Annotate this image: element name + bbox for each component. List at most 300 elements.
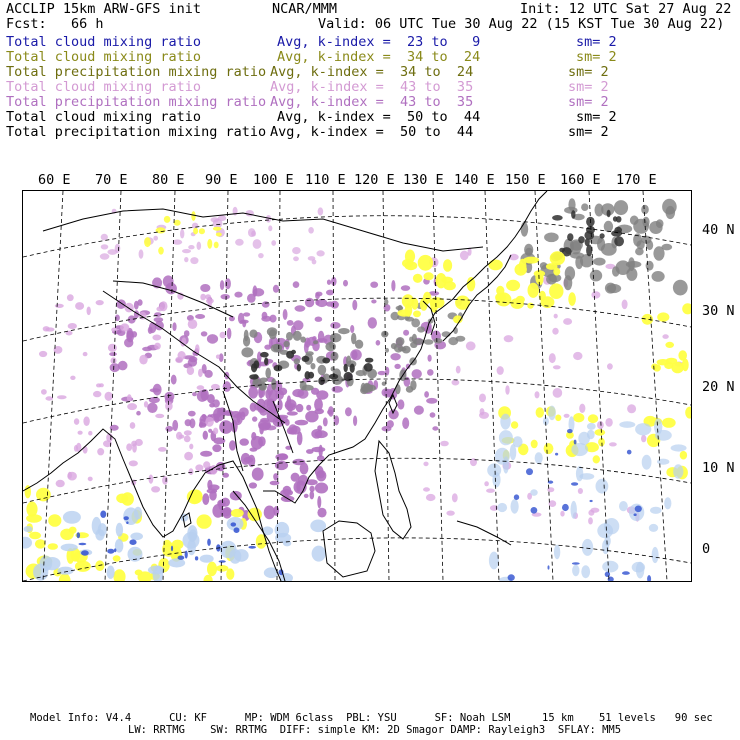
lon-label: 160 E	[560, 172, 601, 188]
cloud-patch	[581, 203, 588, 211]
cloud-patch	[570, 241, 581, 254]
cloud-patch	[607, 210, 611, 217]
cloud-patch	[200, 284, 210, 292]
cloud-patch	[219, 420, 232, 434]
cloud-patch	[55, 304, 64, 308]
cloud-patch	[495, 293, 506, 302]
cloud-patch	[305, 371, 311, 379]
cloud-patch	[93, 391, 101, 397]
cloud-patch	[110, 363, 120, 372]
cloud-patch	[306, 351, 314, 356]
cloud-patch	[424, 272, 434, 280]
cloud-patch	[178, 351, 186, 360]
cloud-patch	[315, 317, 323, 322]
cloud-patch	[309, 486, 314, 492]
cloud-patch	[432, 426, 438, 430]
cloud-patch	[673, 464, 683, 478]
cloud-patch	[350, 364, 355, 373]
cloud-patch	[162, 476, 168, 485]
cloud-patch	[23, 537, 32, 549]
cloud-patch	[219, 560, 226, 563]
cloud-patch	[487, 463, 501, 477]
cloud-patch	[597, 523, 613, 538]
cloud-patch	[641, 435, 646, 442]
cloud-patch	[317, 338, 328, 343]
field-name: Total precipitation mixing ratio	[6, 124, 267, 140]
cloud-patch	[554, 545, 560, 560]
cloud-patch	[295, 420, 308, 426]
cloud-patch	[350, 349, 362, 360]
cloud-patch	[304, 494, 309, 498]
cloud-patch	[488, 260, 502, 271]
cloud-patch	[293, 331, 302, 341]
cloud-patch	[200, 555, 214, 563]
cloud-patch	[581, 565, 590, 578]
cloud-patch	[87, 307, 91, 316]
cloud-patch	[278, 388, 287, 396]
cloud-patch	[466, 341, 476, 350]
cloud-patch	[345, 407, 352, 416]
cloud-patch	[427, 369, 434, 376]
cloud-patch	[287, 320, 294, 326]
field-smoothing: sm= 2	[568, 124, 609, 140]
cloud-patch	[586, 245, 592, 257]
cloud-patch	[680, 451, 687, 460]
cloud-patch	[315, 300, 319, 306]
cloud-patch	[622, 300, 628, 310]
cloud-patch	[636, 240, 644, 249]
cloud-patch	[126, 443, 132, 451]
cloud-patch	[609, 442, 617, 446]
cloud-patch	[160, 301, 168, 311]
cloud-patch	[154, 317, 164, 322]
cloud-patch	[67, 294, 74, 301]
lon-label: 70 E	[95, 172, 128, 188]
cloud-patch	[225, 278, 231, 289]
cloud-patch	[616, 216, 622, 222]
cloud-patch	[101, 234, 108, 241]
cloud-patch	[164, 392, 174, 402]
cloud-patch	[343, 280, 348, 287]
cloud-patch	[35, 539, 46, 548]
cloud-patch	[443, 259, 452, 272]
cloud-patch	[535, 452, 543, 464]
cloud-patch	[249, 482, 257, 488]
cloud-patch	[268, 225, 272, 231]
field-avg: Avg, k-index = 43 to 35	[270, 94, 474, 110]
cloud-patch	[318, 207, 324, 215]
model-info: Model Info: V4.4 CU: KF MP: WDM 6class PBL: YSU SF: Noah LSM 15 km 51 levels 90 sec	[30, 712, 713, 724]
cloud-patch	[83, 416, 89, 426]
cloud-patch	[234, 292, 242, 298]
cloud-patch	[220, 332, 226, 339]
cloud-patch	[364, 363, 373, 372]
cloud-patch	[253, 239, 262, 249]
cloud-patch	[223, 381, 231, 392]
cloud-patch	[327, 280, 331, 285]
cloud-patch	[107, 566, 115, 579]
cloud-patch	[243, 312, 250, 316]
cloud-patch	[188, 411, 196, 417]
cloud-patch	[553, 365, 561, 369]
cloud-patch	[283, 309, 288, 320]
cloud-patch	[657, 359, 670, 365]
cloud-patch	[77, 532, 81, 538]
cloud-patch	[88, 431, 92, 436]
cloud-patch	[240, 412, 245, 421]
cloud-patch	[251, 363, 257, 372]
forecast-hour: Fcst: 66 h	[6, 16, 104, 32]
cloud-patch	[258, 253, 264, 258]
field-smoothing: sm= 2	[576, 109, 617, 125]
cloud-patch	[406, 386, 414, 393]
cloud-patch	[332, 386, 343, 393]
cloud-patch	[614, 200, 628, 215]
cloud-patch	[174, 220, 181, 226]
cloud-patch	[293, 281, 300, 288]
cloud-patch	[213, 227, 222, 231]
lat-label: 40 N	[702, 222, 735, 238]
cloud-patch	[662, 199, 677, 215]
cloud-patch	[250, 448, 258, 452]
cloud-patch	[376, 340, 381, 346]
cloud-patch	[153, 384, 162, 396]
cloud-patch	[571, 443, 588, 456]
cloud-patch	[391, 280, 395, 291]
cloud-patch	[555, 453, 558, 456]
cloud-patch	[657, 459, 669, 465]
model-title: ACCLIP 15km ARW-GFS init	[6, 1, 202, 17]
cloud-patch	[251, 231, 256, 237]
cloud-patch	[325, 342, 336, 351]
cloud-patch	[295, 305, 306, 311]
cloud-patch	[57, 395, 67, 399]
cloud-patch	[456, 366, 461, 374]
cloud-patch	[126, 521, 128, 524]
cloud-patch	[286, 332, 293, 341]
field-avg: Avg, k-index = 50 to 44	[270, 124, 474, 140]
cloud-patch	[587, 430, 595, 440]
cloud-patch	[213, 428, 218, 435]
cloud-patch	[275, 461, 288, 470]
cloud-patch	[657, 312, 669, 321]
cloud-patch	[130, 533, 143, 541]
cloud-patch	[527, 303, 533, 309]
cloud-patch	[195, 314, 205, 319]
cloud-patch	[207, 562, 217, 577]
cloud-patch	[214, 242, 219, 249]
cloud-patch	[370, 282, 378, 288]
cloud-patch	[262, 312, 268, 319]
cloud-patch	[440, 441, 449, 447]
cloud-patch	[172, 322, 176, 331]
cloud-patch	[317, 250, 325, 256]
cloud-patch	[305, 298, 314, 308]
cloud-patch	[635, 423, 651, 435]
field-smoothing: sm= 2	[568, 94, 609, 110]
cloud-patch	[544, 233, 559, 243]
cloud-patch	[567, 429, 573, 433]
cloud-patch	[108, 344, 117, 352]
cloud-patch	[552, 328, 558, 335]
cloud-patch	[70, 376, 75, 380]
cloud-patch	[130, 422, 136, 429]
cloud-patch	[43, 326, 50, 331]
cloud-patch	[526, 468, 533, 475]
cloud-patch	[479, 394, 486, 403]
field-name: Total cloud mixing ratio	[6, 34, 202, 50]
cloud-patch	[500, 414, 510, 430]
cloud-patch	[397, 399, 404, 409]
cloud-patch	[499, 430, 513, 445]
cloud-patch	[587, 423, 596, 430]
cloud-patch	[559, 248, 565, 253]
cloud-patch	[596, 479, 609, 494]
cloud-patch	[480, 408, 485, 415]
cloud-patch	[189, 444, 193, 450]
cloud-patch	[338, 328, 350, 334]
cloud-patch	[260, 352, 269, 358]
cloud-patch	[423, 487, 430, 491]
cloud-patch	[83, 446, 88, 454]
cloud-patch	[231, 522, 237, 526]
cloud-patch	[402, 417, 409, 429]
cloud-patch	[662, 334, 668, 339]
cloud-patch	[298, 475, 308, 486]
cloud-patch	[63, 511, 81, 524]
cloud-patch	[573, 413, 584, 422]
cloud-patch	[571, 501, 577, 519]
cloud-patch	[315, 430, 328, 438]
cloud-patch	[134, 301, 139, 310]
cloud-patch	[312, 447, 326, 453]
cloud-patch	[178, 556, 185, 560]
cloud-patch	[578, 236, 585, 243]
cloud-patch	[207, 334, 218, 344]
cloud-patch	[588, 517, 593, 524]
cloud-patch	[139, 249, 144, 258]
cloud-patch	[381, 331, 388, 338]
cloud-patch	[504, 335, 514, 342]
cloud-patch	[249, 374, 259, 379]
cloud-patch	[287, 411, 298, 415]
cloud-patch	[486, 489, 495, 493]
cloud-patch	[506, 280, 520, 291]
cloud-patch	[642, 314, 653, 325]
cloud-patch	[216, 565, 229, 572]
cloud-patch	[394, 344, 403, 353]
cloud-patch	[184, 452, 193, 461]
cloud-patch	[189, 468, 194, 475]
cloud-patch	[248, 386, 258, 398]
cloud-patch	[646, 240, 653, 250]
cloud-patch	[402, 346, 411, 354]
cloud-patch	[139, 355, 147, 365]
cloud-patch	[326, 290, 334, 296]
cloud-patch	[29, 532, 41, 539]
cloud-patch	[418, 255, 433, 271]
cloud-patch	[193, 228, 198, 235]
cloud-patch	[235, 239, 244, 246]
cloud-patch	[267, 327, 278, 336]
lon-label: 170 E	[616, 172, 657, 188]
cloud-patch	[327, 410, 333, 415]
cloud-patch	[605, 283, 616, 294]
cloud-patch	[48, 543, 58, 550]
cloud-patch	[593, 258, 605, 266]
cloud-patch	[109, 352, 117, 356]
cloud-patch	[548, 274, 561, 283]
cloud-patch	[129, 539, 136, 545]
cloud-patch	[403, 330, 409, 336]
cloud-patch	[199, 422, 207, 427]
cloud-patch	[573, 352, 582, 360]
cloud-patch	[673, 280, 688, 296]
cloud-patch	[300, 463, 309, 475]
cloud-patch	[331, 352, 339, 361]
cloud-patch	[612, 266, 620, 276]
cloud-patch	[121, 492, 134, 506]
cloud-patch	[413, 274, 423, 283]
cloud-patch	[572, 565, 579, 576]
cloud-patch	[362, 384, 373, 393]
field-smoothing: sm= 2	[568, 79, 609, 95]
cloud-patch	[634, 513, 637, 516]
cloud-patch	[490, 505, 498, 511]
cloud-patch	[207, 394, 215, 403]
cloud-patch	[652, 547, 659, 563]
cloud-patch	[452, 380, 460, 386]
cloud-patch	[190, 490, 203, 504]
cloud-patch	[262, 301, 270, 307]
cloud-patch	[314, 408, 324, 414]
init-time: Init: 12 UTC Sat 27 Aug 22	[520, 1, 732, 17]
cloud-patch	[356, 370, 366, 376]
cloud-patch	[239, 438, 249, 445]
cloud-patch	[264, 506, 275, 520]
cloud-patch	[452, 493, 458, 502]
cloud-patch	[252, 416, 257, 421]
lon-label: 130 E	[403, 172, 444, 188]
field-smoothing: sm= 2	[576, 34, 617, 50]
cloud-patch	[641, 205, 649, 214]
cloud-patch	[222, 473, 229, 478]
cloud-patch	[368, 317, 377, 328]
cloud-patch	[171, 546, 173, 552]
cloud-patch	[185, 419, 192, 426]
cloud-patch	[203, 431, 208, 440]
cloud-patch	[642, 455, 652, 470]
cloud-patch	[350, 325, 354, 333]
cloud-patch	[260, 378, 268, 383]
cloud-patch	[216, 233, 222, 237]
cloud-patch	[258, 436, 266, 446]
cloud-patch	[274, 365, 283, 372]
cloud-patch	[484, 481, 489, 486]
cloud-patch	[184, 430, 192, 435]
cloud-patch	[243, 336, 250, 347]
cloud-patch	[394, 364, 400, 369]
cloud-patch	[191, 211, 195, 221]
cloud-patch	[564, 275, 573, 290]
cloud-patch	[553, 268, 560, 276]
cloud-patch	[115, 244, 121, 253]
cloud-patch	[96, 300, 104, 305]
cloud-patch	[291, 350, 296, 354]
cloud-patch	[265, 368, 271, 379]
cloud-patch	[172, 540, 184, 550]
cloud-patch	[550, 251, 565, 265]
cloud-patch	[184, 330, 190, 337]
cloud-patch	[424, 339, 434, 345]
cloud-patch	[291, 426, 301, 435]
map-panel	[22, 190, 692, 582]
cloud-patch	[602, 561, 618, 573]
cloud-patch	[548, 406, 556, 421]
cloud-patch	[635, 506, 642, 513]
cloud-patch	[516, 296, 525, 303]
cloud-patch	[149, 475, 154, 484]
cloud-patch	[514, 494, 519, 500]
cloud-patch	[197, 514, 212, 528]
cloud-patch	[56, 480, 65, 487]
cloud-patch	[165, 426, 173, 432]
cloud-patch	[352, 300, 357, 311]
cloud-patch	[249, 330, 257, 338]
field-avg: Avg, k-index = 23 to 9	[277, 34, 481, 50]
cloud-patch	[229, 440, 236, 450]
cloud-patch	[243, 457, 253, 463]
cloud-patch	[144, 401, 148, 407]
cloud-patch	[560, 511, 564, 517]
cloud-patch	[253, 285, 258, 296]
cloud-patch	[344, 364, 348, 372]
cloud-patch	[497, 503, 507, 512]
cloud-patch	[304, 341, 309, 353]
cloud-patch	[563, 318, 572, 325]
cloud-patch	[78, 431, 83, 435]
cloud-patch	[207, 539, 211, 546]
cloud-patch	[114, 548, 116, 552]
cloud-patch	[602, 540, 609, 554]
cloud-patch	[316, 471, 325, 479]
cloud-patch	[664, 497, 671, 509]
field-avg: Avg, k-index = 43 to 35	[270, 79, 474, 95]
cloud-patch	[221, 294, 230, 299]
cloud-patch	[123, 507, 138, 525]
cloud-patch	[283, 341, 289, 347]
cloud-patch	[264, 357, 268, 365]
cloud-patch	[187, 539, 196, 555]
cloud-patch	[489, 552, 499, 570]
cloud-patch	[453, 327, 458, 334]
cloud-patch	[100, 253, 110, 259]
cloud-patch	[83, 352, 88, 356]
cloud-patch	[579, 404, 585, 413]
cloud-patch	[197, 385, 205, 390]
cloud-patch	[619, 421, 635, 428]
field-name: Total cloud mixing ratio	[6, 49, 202, 65]
cloud-patch	[219, 407, 226, 413]
field-avg: Avg, k-index = 34 to 24	[277, 49, 481, 65]
cloud-patch	[293, 256, 299, 261]
field-name: Total precipitation mixing ratio	[6, 64, 267, 80]
lat-label: 10 N	[702, 460, 735, 476]
cloud-patch	[636, 562, 644, 579]
lon-label: 100 E	[253, 172, 294, 188]
cloud-patch	[555, 415, 561, 422]
cloud-patch	[136, 411, 141, 416]
